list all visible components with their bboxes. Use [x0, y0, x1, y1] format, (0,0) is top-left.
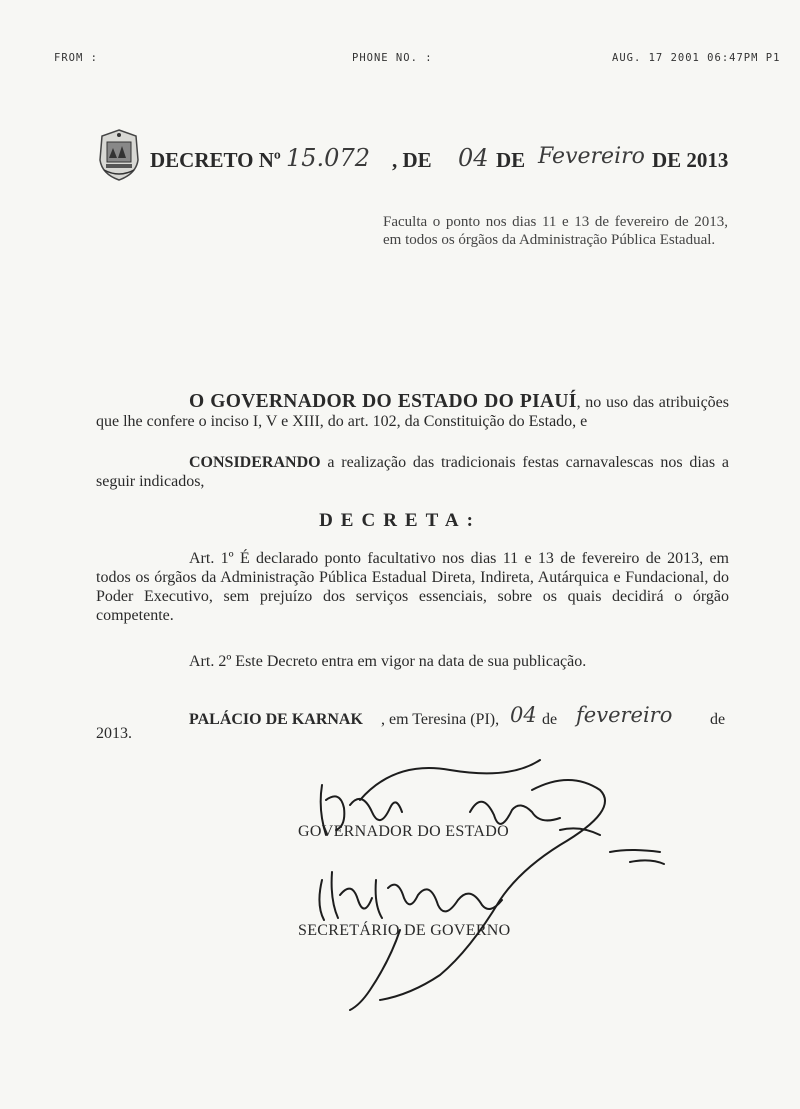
closing-year: 2013. [96, 725, 132, 742]
considerando-text: a realização das tradicionais festas carnavalescas nos dias a seguir indicados, [96, 454, 729, 490]
closing-de: de [542, 711, 558, 728]
considerando-label: CONSIDERANDO [189, 454, 321, 471]
closing-month-handwritten: fevereiro [576, 703, 673, 727]
article-2 [96, 652, 729, 671]
decreta-heading: DECRETA: [319, 510, 481, 531]
fax-phone-label: PHONE NO. : [352, 52, 433, 64]
decree-month-handwritten: Fevereiro [538, 144, 645, 169]
closing-location: , em Teresina (PI), [381, 711, 500, 728]
palace-name: PALÁCIO DE KARNAK [189, 711, 363, 728]
governor-signature-label: GOVERNADOR DO ESTADO [298, 823, 509, 840]
preamble-governor [96, 392, 729, 431]
governor-title: O GOVERNADOR DO ESTADO DO PIAUÍ [189, 391, 577, 412]
governor-text: , no uso das atribuições que lhe confere o inciso I, V e XIII, do art. 102, da Constituição do Estado, e [96, 394, 729, 430]
decree-summary: Faculta o ponto nos dias 11 e 13 de fevereiro de 2013, em todos os órgãos da Administração Pública Estadual. [383, 214, 728, 248]
article-1 [96, 549, 729, 625]
governor-signature [321, 780, 664, 1000]
decree-de-2: DE [496, 148, 526, 172]
secretary-signature-label: SECRETÁRIO DE GOVERNO [298, 922, 511, 939]
closing-day-handwritten: 04 [510, 703, 537, 727]
secretary-signature [319, 872, 502, 1010]
fax-timestamp: AUG. 17 2001 06:47PM P1 [612, 52, 781, 64]
decree-day-handwritten: 04 [458, 144, 489, 172]
decree-number-handwritten: 15.072 [286, 144, 370, 172]
article-2-text: Art. 2º Este Decreto entra em vigor na data de sua publicação. [189, 653, 587, 670]
preamble-considerando [96, 453, 729, 491]
decree-year: DE 2013 [652, 148, 729, 172]
article-1-text: Art. 1º É declarado ponto facultativo nos dias 11 e 13 de fevereiro de 2013, em todos os órgãos da Administração Pública Estadual Direta, Indireta, Autárquica e Fundacional, do Poder Executivo, sem prejuízo dos serviços essenciais, sobre os quais decidirá o órgão competente. [96, 550, 729, 624]
decree-de-1: , DE [392, 148, 432, 172]
fax-from-label: FROM : [54, 52, 98, 64]
closing-de-2: de [710, 711, 726, 728]
decree-heading [150, 144, 730, 182]
state-seal-icon [96, 128, 142, 182]
closing-line [96, 703, 729, 750]
decree-label: DECRETO Nº [150, 148, 281, 172]
